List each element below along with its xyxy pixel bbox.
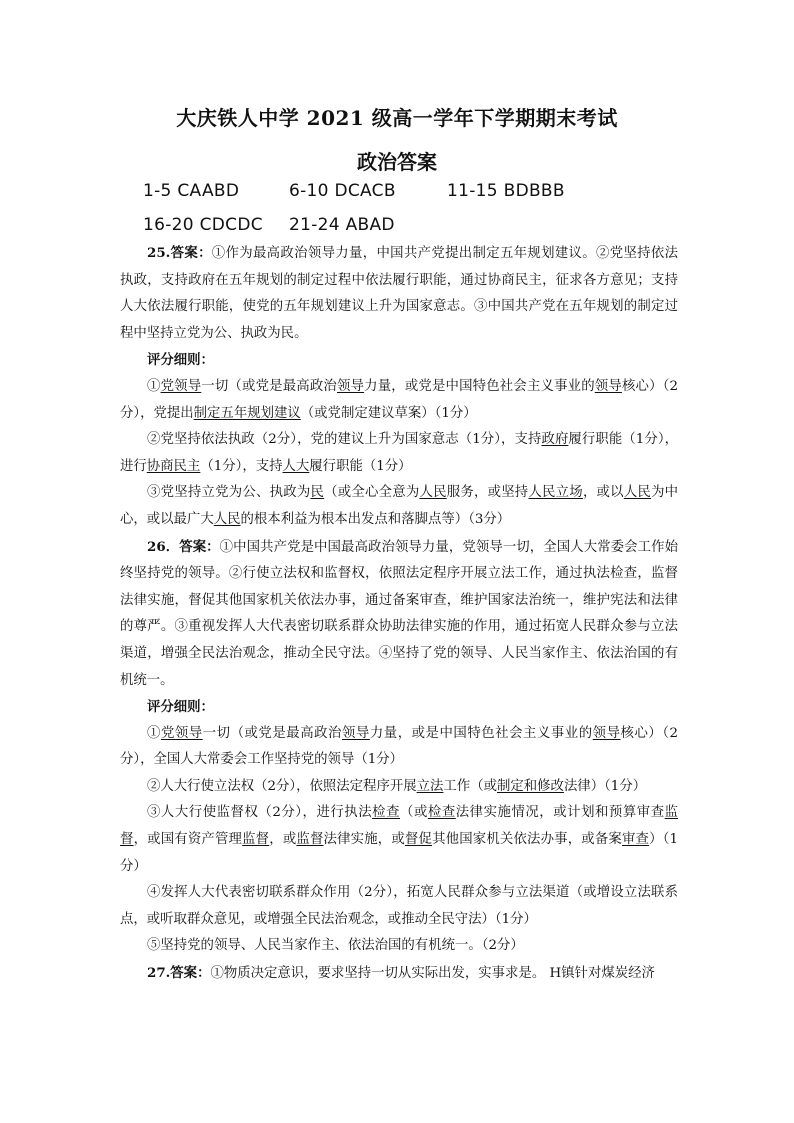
text: （1分），支持: [200, 458, 283, 474]
text: 核心）（2分），党提出: [120, 378, 679, 421]
text: 力量，或是中国特色社会主义事业的: [369, 725, 593, 741]
q26-rubric-4: ④发挥人大代表密切联系群众作用（2分），拓宽人民群众参与立法渠道（或增设立法联系点，或听取群众意见，或增强全民法治观念，或推动全民守法）（1分）: [120, 885, 678, 927]
keyword: 监督: [242, 832, 270, 848]
text: 力量，或党是中国特色社会主义事业的: [364, 378, 595, 394]
keyword: 领导: [341, 725, 370, 741]
keyword: 人民: [623, 485, 652, 501]
q25-answer-text: ①作为最高政治领导力量，中国共产党提出制定五年规划建议。②党坚持依法执政，支持政府在五年规划的制定过程中依法履行职能，通过协商民主，征求各方意见；支持人大依法履行职能，使党的五年规划建议上升为国家意志。③中国共产党在五年规划的制定过程中坚持立党为公、执政为民。: [120, 246, 679, 341]
text: 其他国家机关依法办事，或备案: [432, 832, 622, 848]
keyword: 协商民主: [146, 458, 201, 474]
text: ）（1分）: [120, 832, 679, 874]
keyword: 检查: [427, 805, 456, 821]
keyword: 党领导: [160, 378, 202, 394]
exam-subtitle: 政治答案: [357, 150, 437, 174]
text: （或: [400, 805, 428, 821]
keyword: 督促: [404, 832, 433, 848]
mc-answer-21-24: 21-24 ABAD: [289, 215, 395, 235]
text: 一切（或党是最高政治: [201, 378, 337, 394]
text: ②党坚持依法执政（2分），党的建议上升为国家意志（1分），支持: [147, 432, 542, 448]
text: 履行职能（1分）: [309, 458, 412, 474]
text: 法律实施情况，或计划和预算审查: [455, 805, 665, 821]
keyword: 人大: [282, 458, 310, 474]
text: 服务，或坚持: [446, 485, 529, 501]
text: 为中心，或以最广大: [120, 485, 679, 527]
q27-answer: [120, 960, 678, 988]
keyword: 领导: [592, 725, 621, 741]
text: （或全心全意为: [324, 485, 420, 501]
q26-answer: [120, 534, 678, 695]
text: ，或: [269, 832, 297, 848]
q27-label: 27.答案：: [147, 965, 211, 982]
q25-rubric-2: [120, 427, 678, 480]
keyword: 民: [310, 485, 325, 501]
text: 法律实施，或: [323, 832, 405, 848]
text: （或党制定建议草案）（1分）: [300, 405, 477, 421]
mc-answer-11-15: 11-15 BDBBB: [447, 181, 565, 201]
text: 工作（或: [443, 778, 497, 794]
keyword: 政府: [541, 432, 569, 448]
q25-answer: [120, 240, 678, 347]
q26-rubric-1: [120, 721, 678, 774]
exam-title: 大庆铁人中学 2021 级高一学年下学期期末考试: [176, 106, 618, 130]
q25-label: 25.答案：: [147, 245, 212, 261]
mc-answer-1-5: 1-5 CAABD: [143, 181, 240, 201]
mc-answer-16-20: 16-20 CDCDC: [143, 215, 263, 235]
text: 履行职能（1分），进行: [120, 432, 679, 474]
q25-rubric-3: [120, 480, 678, 533]
q25-rubric-1: [120, 374, 678, 427]
text: 一切（或党是最高政治: [202, 725, 342, 741]
q26-rubric-3: [120, 800, 678, 880]
q25-rubric-label: 评分细则：: [147, 352, 214, 369]
text: ②人大行使立法权（2分），依照法定程序开展: [147, 778, 417, 794]
mc-answer-6-10: 6-10 DCACB: [289, 181, 396, 201]
text: ，或国有资产管理: [133, 832, 243, 848]
answer-body: [120, 240, 678, 988]
keyword: 人民立场: [528, 485, 583, 501]
keyword: 立法: [416, 778, 444, 794]
q26-rubric-label: 评分细则：: [147, 699, 214, 716]
q26-rubric-2: [120, 774, 678, 801]
q26-rubric-5: ⑤坚持党的领导、人民当家作主、依法治国的有机统一。（2分）: [147, 938, 524, 954]
q27-answer-text: ①物质决定意识，要求坚持一切从实际出发，实事求是。 H镇针对煤炭经济: [210, 966, 655, 982]
text: ③人大行使监督权（2分），进行执法: [147, 805, 373, 821]
q26-label: 26．答案：: [147, 538, 220, 555]
keyword: 党领导: [160, 725, 203, 741]
keyword: 审查: [621, 832, 650, 848]
keyword: 制定和修改: [496, 778, 564, 794]
text: 的根本利益为根本出发点和落脚点等）（3分）: [240, 511, 511, 527]
text: ①: [147, 378, 161, 394]
keyword: 监督: [120, 805, 679, 848]
text: 法律）（1分）: [563, 778, 647, 794]
keyword: 人民: [213, 511, 241, 527]
text: ①: [147, 725, 161, 741]
keyword: 制定五年规划建议: [193, 405, 301, 421]
text: 核心）（2分），全国人大常委会工作坚持党的领导（1分）: [120, 725, 679, 768]
keyword: 监督: [296, 832, 324, 848]
text: ，或以: [582, 485, 624, 501]
keyword: 领导: [336, 378, 365, 394]
keyword: 领导: [594, 378, 622, 394]
keyword: 检查: [372, 805, 401, 821]
q26-answer-text: ①中国共产党是中国最高政治领导力量，党领导一切，全国人大常委会工作始终坚持党的领导。②行使立法权和监督权，依照法定程序开展立法工作，通过执法检查，监督法律实施，督促其他国家机关依法办事，通过备案审查，维护国家法治统一，维护宪法和法律的尊严。③重视发挥人大代表密切联系群众协助法律实施的作用，通过拓宽人民群众参与立法渠道，增强全民法治观念，推动全民守法。④坚持了党的领导、人民当家作主、依法治国的有机统一。: [120, 539, 679, 688]
text: ③党坚持立党为公、执政为: [147, 485, 311, 501]
keyword: 人民: [419, 485, 447, 501]
